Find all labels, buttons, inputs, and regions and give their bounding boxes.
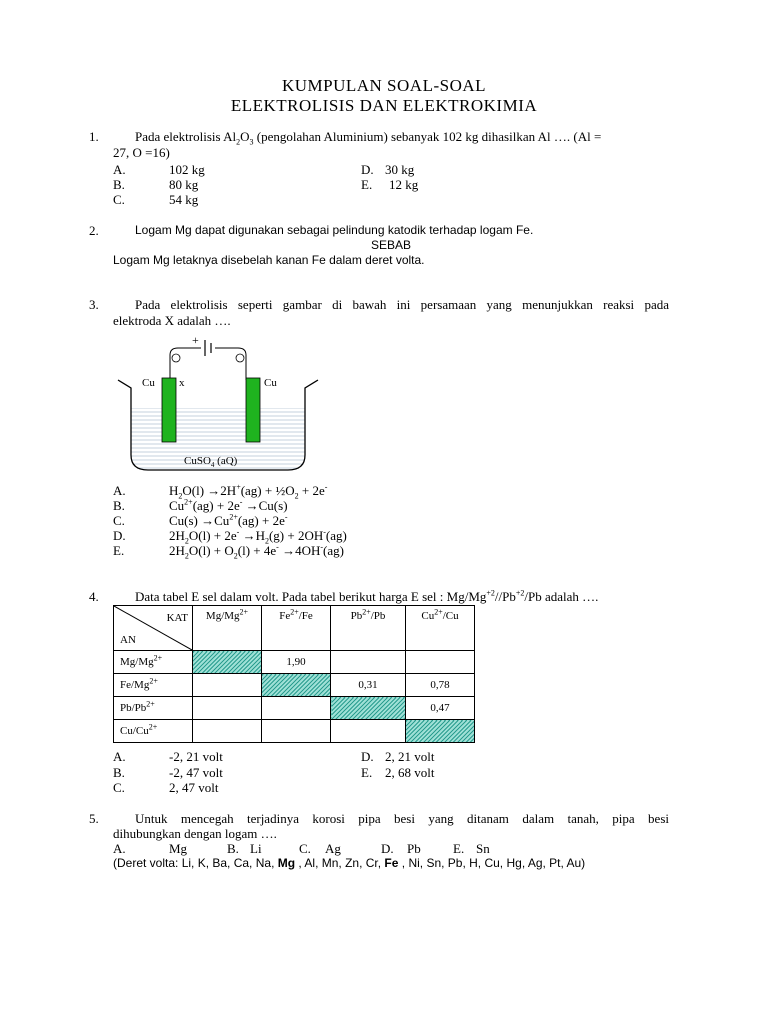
table-cell bbox=[193, 697, 262, 720]
option-text: Ag bbox=[325, 841, 341, 856]
option-equation: $2H_2O(l) + O_2(l) + 4e^- \to 4OH^-(ag)$ bbox=[169, 542, 344, 561]
table-header: $Cu^{2+}/Cu$ bbox=[406, 606, 475, 651]
option-text: Pb bbox=[407, 841, 421, 856]
question-text: Pada elektrolisis $Al_2O_3$ (pengolahan Aluminium) sebanyak 102 kg dihasilkan Al …. (Al = bbox=[135, 129, 602, 147]
table-header-row bbox=[114, 606, 475, 651]
option-letter: B. bbox=[227, 841, 239, 856]
table-cell bbox=[406, 651, 475, 674]
option-letter: E. bbox=[453, 841, 465, 856]
option-letter: B. bbox=[113, 498, 125, 513]
question-text: Data tabel E sel dalam volt. Pada tabel berikut harga E sel : $Mg/Mg^{+2}//Pb^{+2}/Pb$ adalah …. bbox=[135, 588, 599, 604]
question-number: 2. bbox=[89, 223, 99, 238]
table-cell: 0,78 bbox=[406, 674, 475, 697]
row-header: $Pb/Pb^{2+}$ bbox=[114, 697, 193, 720]
option-text: 30 kg bbox=[385, 162, 415, 177]
question-text-line2: elektroda X adalah …. bbox=[113, 313, 231, 328]
option-text: 2, 68 volt bbox=[385, 765, 435, 780]
table-cell-shaded bbox=[406, 720, 475, 743]
sebab-label: SEBAB bbox=[370, 238, 412, 252]
option-letter: D. bbox=[381, 841, 394, 856]
document-title: KUMPULAN SOAL-SOAL bbox=[281, 76, 487, 95]
electrolysis-diagram bbox=[113, 330, 323, 475]
option-text: -2, 21 volt bbox=[169, 749, 223, 764]
document-subtitle: ELEKTROLISIS DAN ELEKTROKIMIA bbox=[230, 96, 538, 115]
table-cell bbox=[331, 720, 406, 743]
table-header: $Mg/Mg^{2+}$ bbox=[193, 606, 262, 651]
question-text: Untuk mencegah terjadinya korosi pipa besi yang ditanam dalam tanah, pipa besi bbox=[135, 811, 669, 826]
terminal-left bbox=[172, 354, 180, 362]
option-letter: A. bbox=[113, 749, 126, 764]
table-cell bbox=[262, 720, 331, 743]
option-text: 2, 47 volt bbox=[169, 780, 219, 795]
option-letter: B. bbox=[113, 177, 125, 192]
question-number: 4. bbox=[89, 589, 99, 604]
option-equation: $2H_2O(l) + 2e^- \to H_2(g) + 2OH^-(ag)$ bbox=[169, 527, 347, 546]
option-letter: A. bbox=[113, 841, 126, 856]
question-number: 5. bbox=[89, 811, 99, 826]
table-row bbox=[114, 720, 475, 743]
electrode-right bbox=[246, 378, 260, 442]
table-corner-cell bbox=[114, 606, 193, 651]
option-letter: C. bbox=[113, 513, 125, 528]
option-letter: C. bbox=[113, 780, 125, 795]
option-text: Mg bbox=[169, 841, 188, 856]
option-letter: D. bbox=[361, 749, 374, 764]
option-text: 12 kg bbox=[389, 177, 419, 192]
option-text: 102 kg bbox=[169, 162, 205, 177]
option-letter: D. bbox=[113, 528, 126, 543]
option-text: 54 kg bbox=[169, 192, 199, 207]
option-text: 80 kg bbox=[169, 177, 199, 192]
option-letter: C. bbox=[299, 841, 311, 856]
table-cell bbox=[193, 720, 262, 743]
option-text: Sn bbox=[476, 841, 490, 856]
question-number: 3. bbox=[89, 297, 99, 312]
option-text: Li bbox=[250, 841, 262, 856]
wire-left bbox=[170, 348, 201, 380]
option-text: 2, 21 volt bbox=[385, 749, 435, 764]
wire-right bbox=[215, 348, 246, 380]
table-cell-shaded bbox=[193, 651, 262, 674]
electrode-right-label: Cu bbox=[264, 377, 277, 389]
terminal-right bbox=[236, 354, 244, 362]
option-equation: $Cu(s) \to Cu^{2+}(ag) + 2e^-$ bbox=[169, 512, 288, 528]
table-header: $Fe^{2+}/Fe$ bbox=[262, 606, 331, 651]
electrode-x-label: x bbox=[179, 377, 185, 389]
option-equation: $Cu^{2+}(ag) + 2e^- \to Cu(s)$ bbox=[169, 497, 288, 513]
electrode-left bbox=[162, 378, 176, 442]
option-letter: C. bbox=[113, 192, 125, 207]
table-row bbox=[114, 697, 475, 720]
row-header: $Mg/Mg^{2+}$ bbox=[114, 651, 193, 674]
option-letter: A. bbox=[113, 162, 126, 177]
option-letter: E. bbox=[113, 543, 125, 558]
row-header: $Cu/Cu^{2+}$ bbox=[114, 720, 193, 743]
option-letter: A. bbox=[113, 483, 126, 498]
table-cell bbox=[331, 651, 406, 674]
question-number: 1. bbox=[89, 129, 99, 144]
table-cell: 0,47 bbox=[406, 697, 475, 720]
question-text: Pada elektrolisis seperti gambar di bawah ini persamaan yang menunjukkan reaksi pada bbox=[135, 297, 669, 312]
battery-plus-sign: + bbox=[192, 333, 199, 347]
row-header: $Fe/Mg^{2+}$ bbox=[114, 674, 193, 697]
table-cell bbox=[262, 697, 331, 720]
question-text-line2: 27, O =16) bbox=[113, 145, 170, 160]
question-text: Logam Mg dapat digunakan sebagai pelindung katodik terhadap logam Fe. bbox=[135, 223, 534, 237]
table-header: $Pb^{2+}/Pb$ bbox=[331, 606, 406, 651]
corner-top-label: KAT bbox=[166, 612, 188, 624]
solution-label: CuSO$_4$ (aQ) bbox=[184, 455, 238, 469]
question-text-line3: Logam Mg letaknya disebelah kanan Fe dalam deret volta. bbox=[113, 253, 425, 267]
option-letter: E. bbox=[361, 177, 373, 192]
table-row bbox=[114, 674, 475, 697]
table-row bbox=[114, 651, 475, 674]
e-cell-table bbox=[113, 605, 475, 743]
option-text: -2, 47 volt bbox=[169, 765, 223, 780]
table-cell: 1,90 bbox=[262, 651, 331, 674]
table-cell bbox=[193, 674, 262, 697]
deret-volta-note: (Deret volta: Li, K, Ba, Ca, Na, Mg , Al, Mn, Zn, Cr, Fe , Ni, Sn, Pb, H, Cu, Hg, Ag, Pt, Au) bbox=[113, 856, 586, 870]
option-letter: E. bbox=[361, 765, 373, 780]
table-cell-shaded bbox=[331, 697, 406, 720]
corner-bottom-label: AN bbox=[120, 634, 136, 646]
option-letter: D. bbox=[361, 162, 374, 177]
option-equation: $H_2O(l) \to 2H^+(ag)$ + $\frac{1}{2}O_2 + 2e^-$ bbox=[169, 482, 328, 501]
table-cell: 0,31 bbox=[331, 674, 406, 697]
table-cell-shaded bbox=[262, 674, 331, 697]
question-text-line2: dihubungkan dengan logam …. bbox=[113, 826, 277, 841]
electrode-left-label: Cu bbox=[142, 377, 155, 389]
option-letter: B. bbox=[113, 765, 125, 780]
